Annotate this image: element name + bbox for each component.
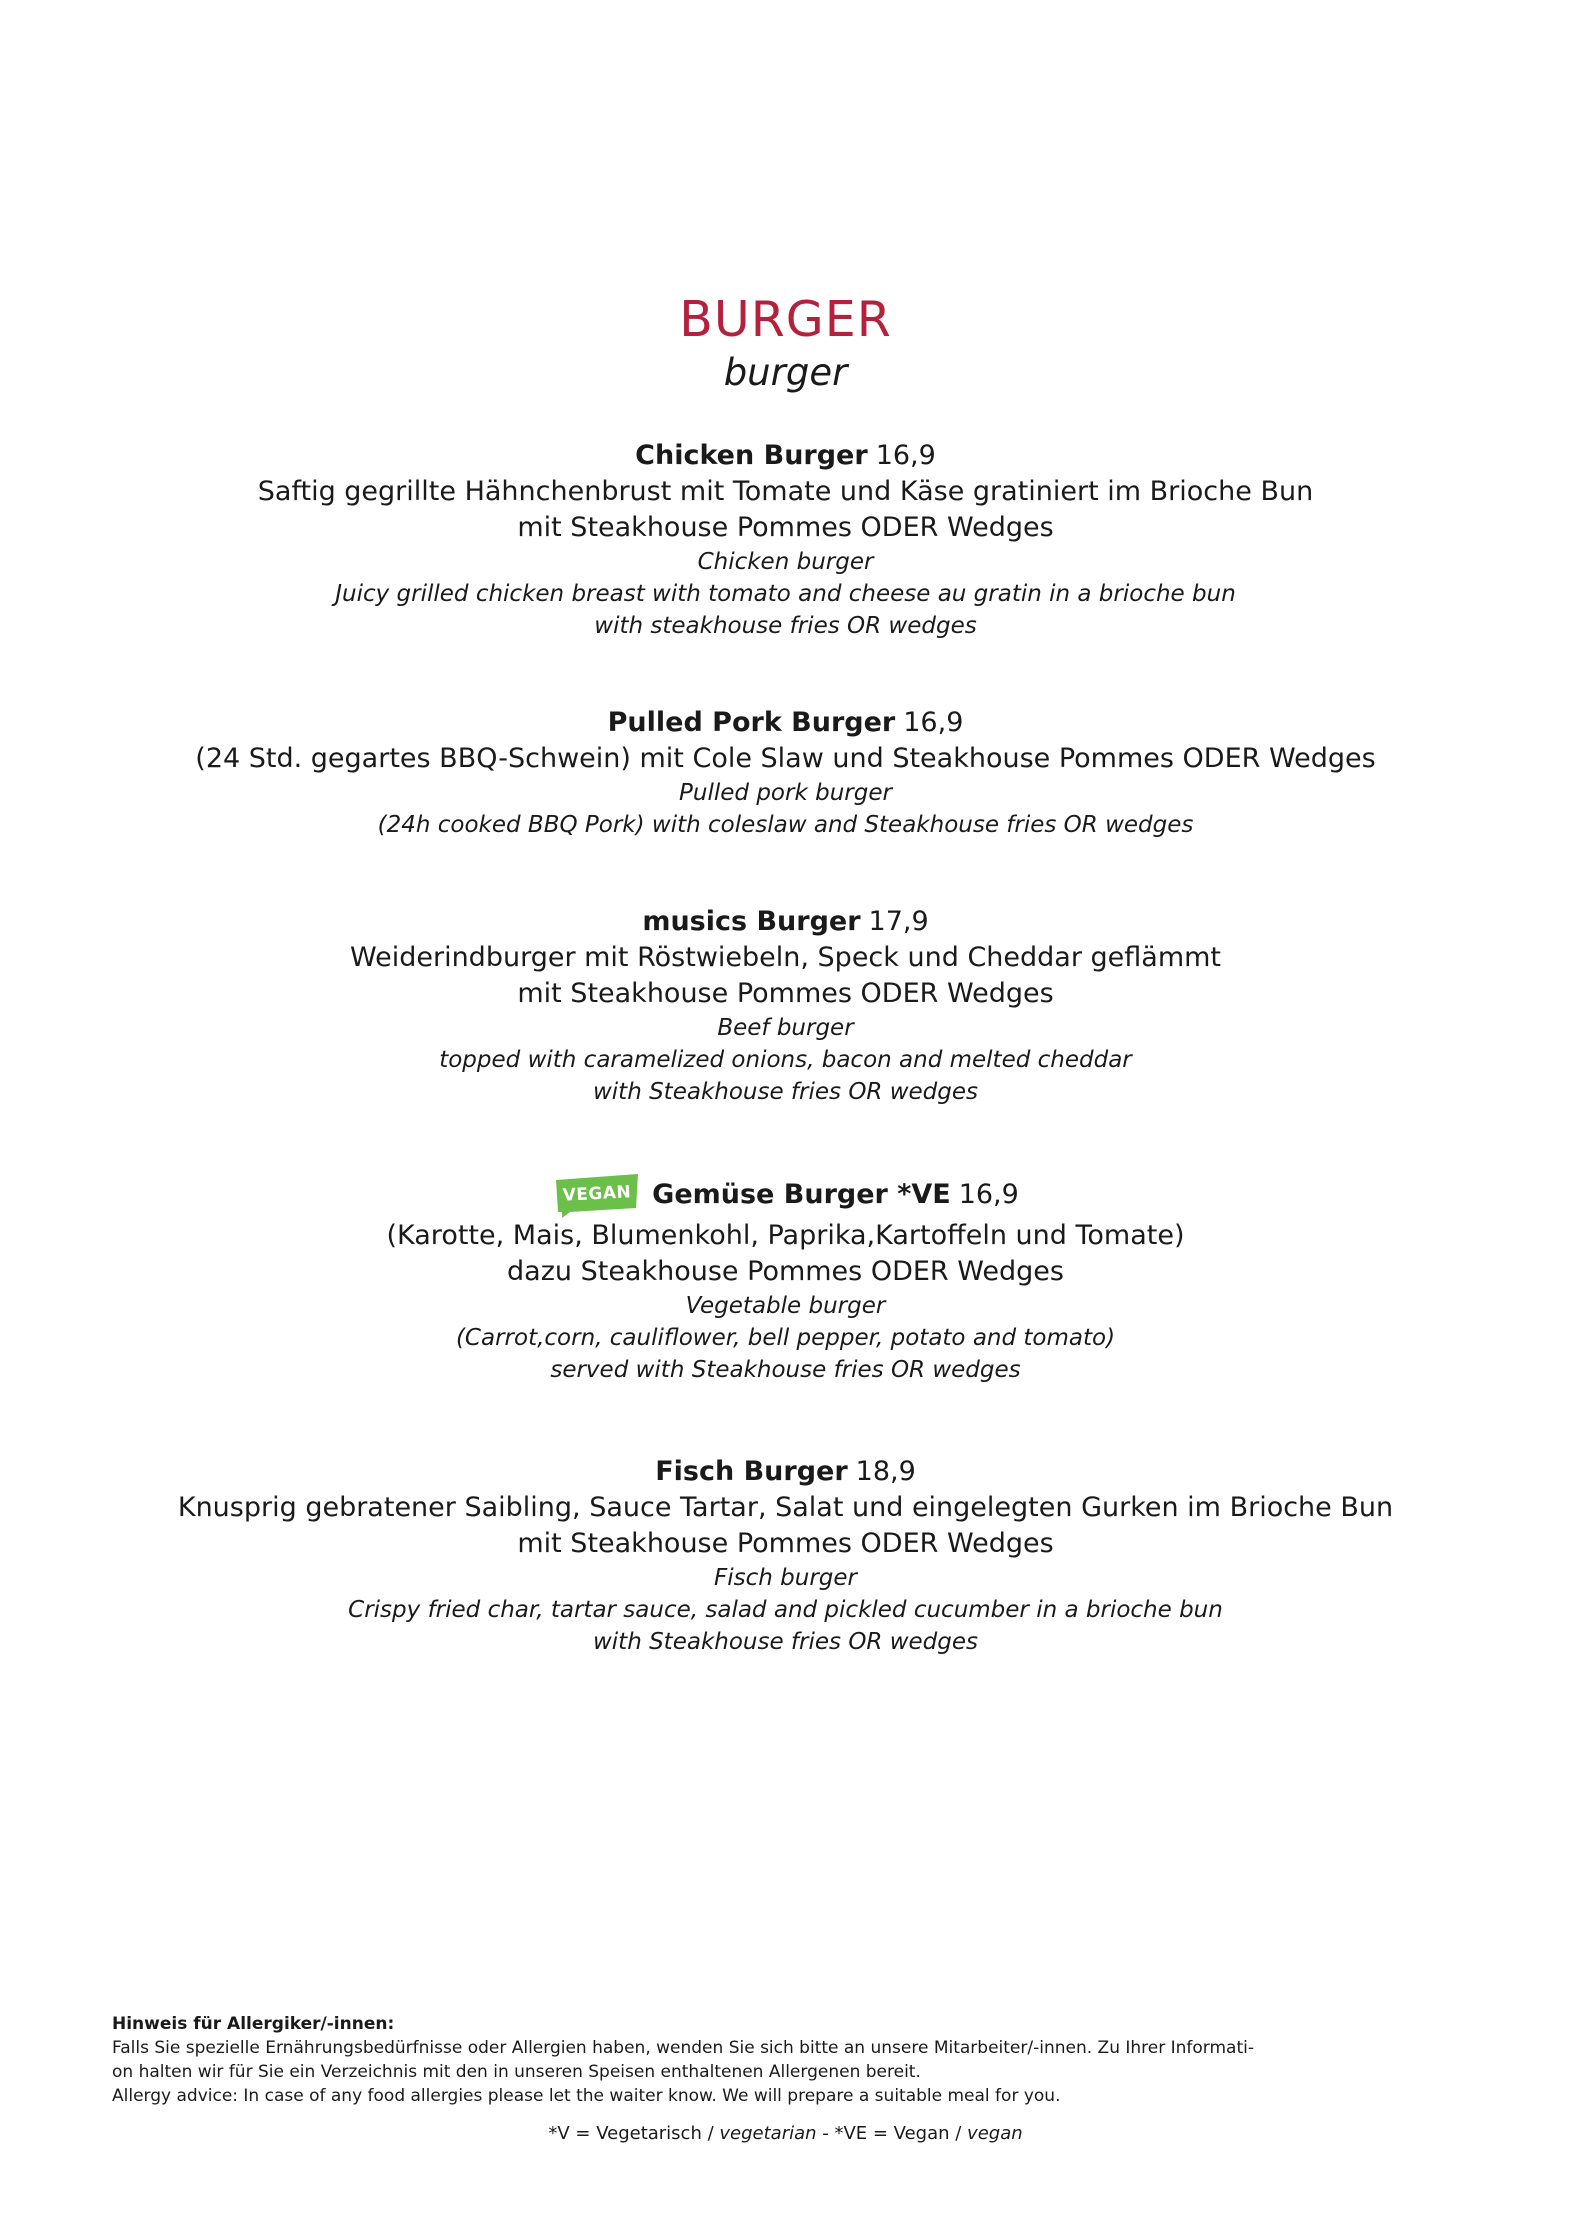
menu-item-fisch-burger bbox=[0, 1454, 1571, 1658]
menu-item-description-en: with Steakhouse fries OR wedges bbox=[592, 1629, 979, 1655]
menu-item-musics-burger bbox=[0, 904, 1571, 1108]
menu-item-description-en: with Steakhouse fries OR wedges bbox=[592, 1079, 979, 1105]
menu-item-description-de: (Karotte, Mais, Blumenkohl, Paprika,Kartoffeln und Tomate) bbox=[386, 1220, 1185, 1251]
menu-item-description-en: Juicy grilled chicken breast with tomato and cheese au gratin in a brioche bun bbox=[335, 581, 1236, 607]
menu-item-description-de: Saftig gegrillte Hähnchenbrust mit Tomate und Käse gratiniert im Brioche Bun bbox=[257, 476, 1314, 507]
menu-item-price: 17,9 bbox=[868, 906, 929, 937]
menu-item-name: Fisch Burger bbox=[655, 1456, 848, 1487]
menu-item-title bbox=[0, 1172, 1571, 1218]
menu-item-name-en: Beef burger bbox=[717, 1015, 854, 1041]
page-title: BURGER bbox=[679, 291, 892, 348]
menu-item-price: 16,9 bbox=[903, 707, 964, 738]
menu-item-description-de: Knusprig gebratener Saibling, Sauce Tartar, Salat und eingelegten Gurken im Brioche Bun bbox=[177, 1492, 1394, 1523]
menu-item-description-de: Weiderindburger mit Röstwiebeln, Speck und Cheddar geflämmt bbox=[349, 942, 1222, 973]
allergy-text-line: Allergy advice: In case of any food allergies please let the waiter know. We will prepare a suitable meal for you. bbox=[112, 2086, 1061, 2106]
menu-item-description-de: mit Steakhouse Pommes ODER Wedges bbox=[517, 512, 1054, 543]
menu-item-name-en: Fisch burger bbox=[714, 1565, 857, 1591]
legend-vegetarian-en: vegetarian bbox=[719, 2123, 817, 2144]
menu-item-name: musics Burger bbox=[642, 906, 861, 937]
menu-item-description-de: (24 Std. gegartes BBQ-Schwein) mit Cole Slaw und Steakhouse Pommes ODER Wedges bbox=[195, 743, 1376, 774]
menu-item-description-en: (Carrot,corn, cauliflower, bell pepper, potato and tomato) bbox=[455, 1325, 1116, 1351]
menu-item-price: 16,9 bbox=[875, 440, 936, 471]
menu-item-name: Gemüse Burger *VE bbox=[652, 1179, 951, 1210]
menu-item-title bbox=[0, 438, 1571, 474]
menu-item-pulled-pork-burger bbox=[0, 705, 1571, 841]
menu-item-description-en: topped with caramelized onions, bacon and melted cheddar bbox=[439, 1047, 1132, 1073]
menu-item-price: 18,9 bbox=[855, 1456, 916, 1487]
menu-item-name: Pulled Pork Burger bbox=[607, 707, 896, 738]
menu-item-title bbox=[0, 705, 1571, 741]
legend-vegan-label: - *VE = Vegan / bbox=[816, 2123, 968, 2144]
menu-item-description-en: Crispy fried char, tartar sauce, salad and pickled cucumber in a brioche bun bbox=[348, 1597, 1223, 1623]
menu-item-name-en: Chicken burger bbox=[697, 549, 874, 575]
menu-item-gemuese-burger bbox=[0, 1172, 1571, 1386]
menu-item-description-de: dazu Steakhouse Pommes ODER Wedges bbox=[507, 1256, 1064, 1287]
menu-item-description-de: mit Steakhouse Pommes ODER Wedges bbox=[517, 1528, 1054, 1559]
vegan-badge-label: VEGAN bbox=[562, 1182, 632, 1206]
legend-vegetarian-label: *V = Vegetarisch / bbox=[548, 2123, 720, 2144]
menu-item-name-en: Pulled pork burger bbox=[679, 780, 892, 806]
menu-item-description-en: served with Steakhouse fries OR wedges bbox=[550, 1357, 1021, 1383]
menu-item-description-de: mit Steakhouse Pommes ODER Wedges bbox=[517, 978, 1054, 1009]
menu-item-title bbox=[0, 904, 1571, 940]
menu-item-name-en: Vegetable burger bbox=[685, 1293, 886, 1319]
page-subtitle: burger bbox=[723, 351, 848, 394]
allergy-heading: Hinweis für Allergiker/-innen: bbox=[112, 2014, 395, 2034]
menu-item-description-en: (24h cooked BBQ Pork) with coleslaw and Steakhouse fries OR wedges bbox=[377, 812, 1194, 838]
menu-item-name: Chicken Burger bbox=[635, 440, 868, 471]
vegan-badge-icon bbox=[552, 1172, 642, 1218]
menu-item-title bbox=[0, 1454, 1571, 1490]
allergy-text-line: Falls Sie spezielle Ernährungsbedürfnisse oder Allergien haben, wenden Sie sich bitte an unsere Mitarbeiter/-innen. Zu Ihrer Informati- bbox=[112, 2038, 1254, 2058]
allergy-notice bbox=[112, 2012, 1342, 2108]
diet-legend bbox=[0, 2122, 1571, 2146]
menu-item-description-en: with steakhouse fries OR wedges bbox=[594, 613, 977, 639]
legend-vegan-en: vegan bbox=[967, 2123, 1023, 2144]
menu-item-price: 16,9 bbox=[958, 1179, 1019, 1210]
allergy-text-line: on halten wir für Sie ein Verzeichnis mit den in unseren Speisen enthaltenen Allergenen bereit. bbox=[112, 2062, 921, 2082]
menu-item-chicken-burger bbox=[0, 438, 1571, 642]
page-header bbox=[0, 290, 1571, 396]
